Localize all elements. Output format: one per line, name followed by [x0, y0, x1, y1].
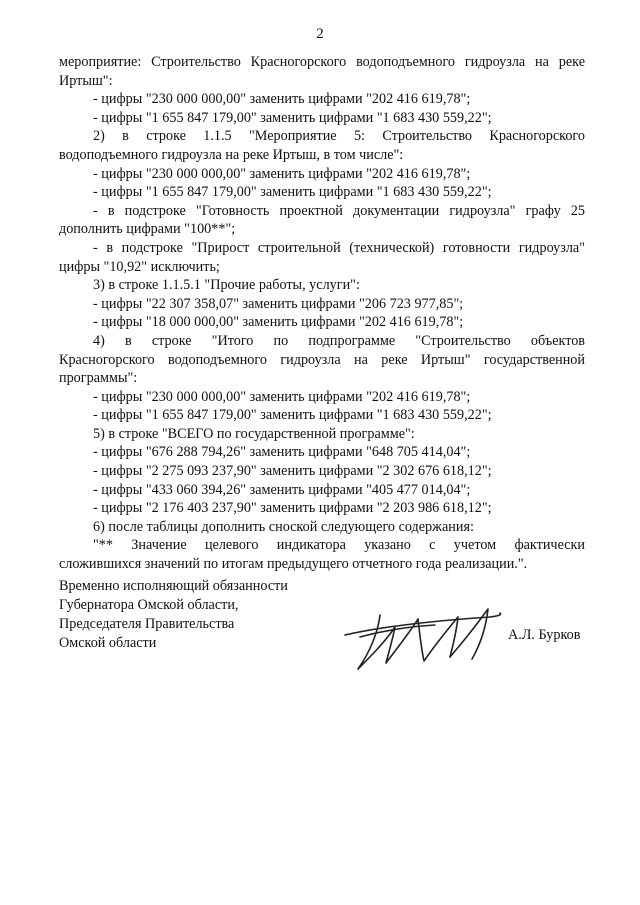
- text-line: - цифры "2 275 093 237,90" заменить цифрами "2 302 676 618,12";: [93, 463, 492, 480]
- signatory-block: [59, 577, 288, 653]
- signatory-line: Председателя Правительства: [59, 616, 235, 632]
- text-line: Красногорского водоподъемного гидроузла на реке Иртыш" государственной: [59, 351, 585, 368]
- text-line: - цифры "433 060 394,26" заменить цифрами "405 477 014,04";: [93, 481, 471, 498]
- text-line: 5) в строке "ВСЕГО по государственной программе":: [93, 425, 415, 442]
- signer-name: А.Л. Бурков: [508, 627, 581, 643]
- text-line: - цифры "230 000 000,00" заменить цифрами "202 416 619,78";: [93, 165, 471, 182]
- signatory-line: Омской области: [59, 635, 157, 651]
- text-line: 2) в строке 1.1.5 "Мероприятие 5: Строительство Красногорского: [93, 128, 585, 145]
- text-line: - цифры "230 000 000,00" заменить цифрами "202 416 619,78";: [93, 91, 471, 108]
- text-line: - цифры "676 288 794,26" заменить цифрами "648 705 414,04";: [93, 444, 471, 461]
- text-line: - цифры "1 655 847 179,00" заменить цифрами "1 683 430 559,22";: [93, 407, 492, 424]
- text-line: программы":: [59, 370, 138, 387]
- document-body: [59, 53, 585, 574]
- text-line: - цифры "230 000 000,00" заменить цифрами "202 416 619,78";: [93, 388, 471, 405]
- text-line: - цифры "2 176 403 237,90" заменить цифрами "2 203 986 618,12";: [93, 500, 492, 517]
- signatory-line: Губернатора Омской области,: [59, 597, 239, 613]
- page-number: 2: [316, 26, 324, 42]
- handwritten-signature: [340, 597, 505, 677]
- text-line: 3) в строке 1.1.5.1 "Прочие работы, услуги":: [93, 277, 360, 294]
- text-line: дополнить цифрами "100**";: [59, 221, 236, 238]
- text-line: - в подстроке "Готовность проектной документации гидроузла" графу 25: [93, 202, 585, 219]
- text-line: 4) в строке "Итого по подпрограмме "Строительство объектов: [93, 332, 585, 349]
- text-line: мероприятие: Строительство Красногорского водоподъемного гидроузла на реке: [59, 54, 585, 70]
- text-line: - цифры "22 307 358,07" заменить цифрами "206 723 977,85";: [93, 295, 464, 312]
- text-line: водоподъемного гидроузла на реке Иртыш, в том числе":: [59, 146, 404, 163]
- text-line: Иртыш":: [59, 72, 113, 89]
- text-line: - цифры "1 655 847 179,00" заменить цифрами "1 683 430 559,22";: [93, 109, 492, 126]
- text-line: "** Значение целевого индикатора указано с учетом фактически: [93, 537, 585, 554]
- text-line: 6) после таблицы дополнить сноской следующего содержания:: [93, 518, 474, 535]
- text-line: - в подстроке "Прирост строительной (технической) готовности гидроузла": [93, 239, 585, 256]
- signatory-line: Временно исполняющий обязанности: [59, 578, 288, 594]
- text-line: сложившихся значений по итогам предыдущего отчетного года реализации.".: [59, 556, 528, 573]
- text-line: - цифры "1 655 847 179,00" заменить цифрами "1 683 430 559,22";: [93, 184, 492, 201]
- text-line: цифры "10,92" исключить;: [59, 258, 220, 275]
- text-line: - цифры "18 000 000,00" заменить цифрами "202 416 619,78";: [93, 314, 464, 331]
